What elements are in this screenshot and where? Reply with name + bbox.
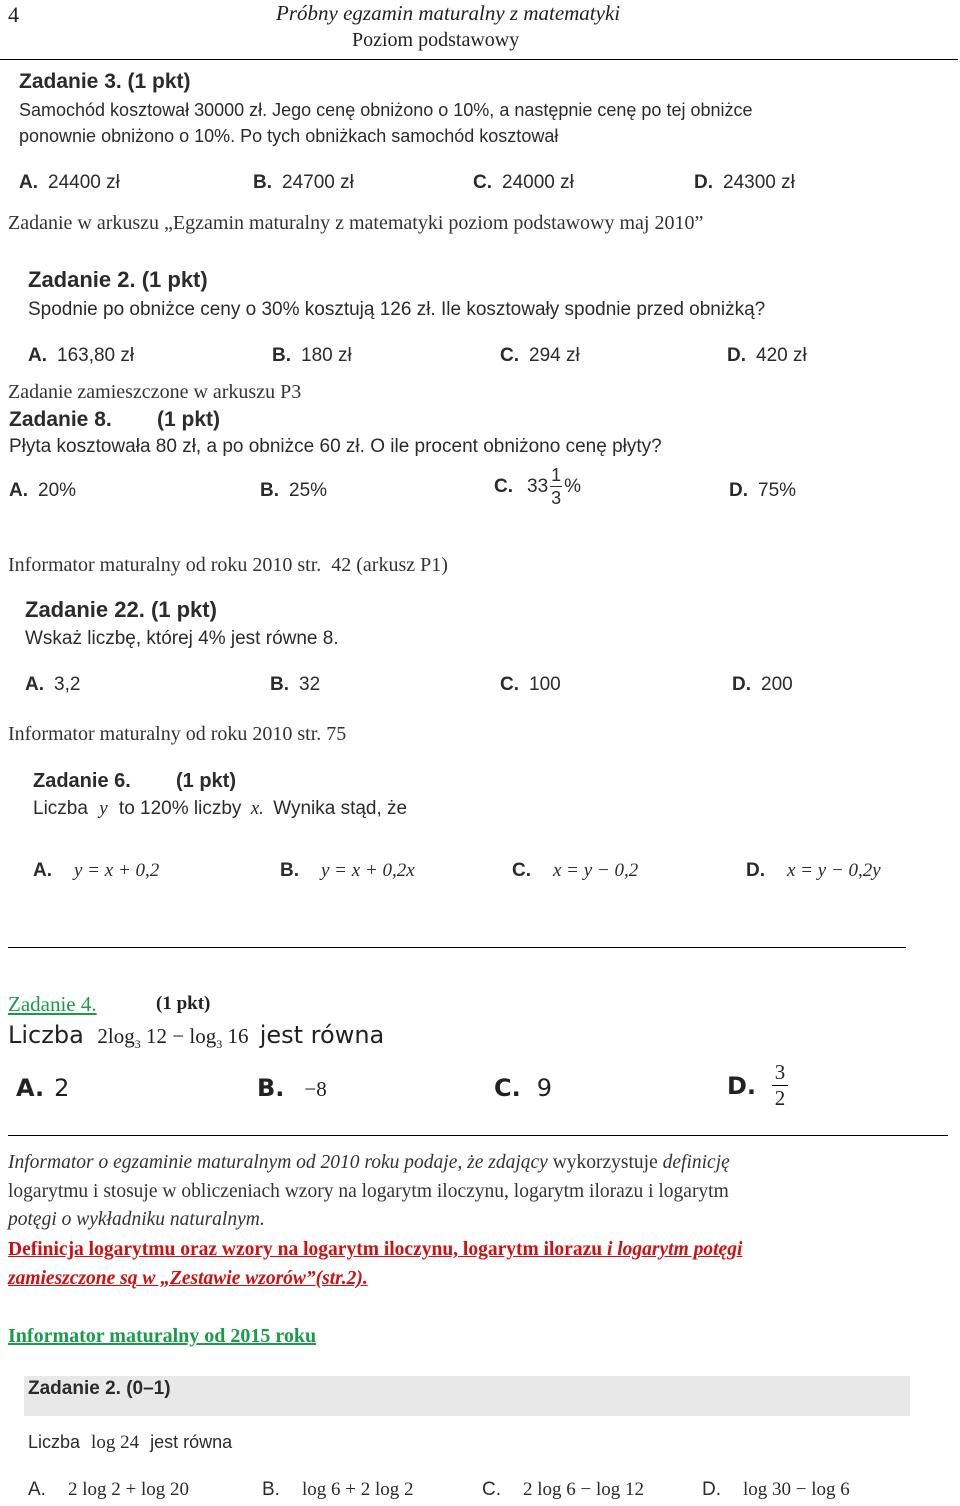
answer-option-d: D. x = y − 0,2y [746,860,881,881]
answer-option-c: C. 24000 zł [473,172,574,193]
task-heading: Zadanie 8. [9,408,112,431]
answer-option-c: C. 9 [494,1074,553,1102]
task-text: Spodnie po obniżce ceny o 30% kosztują 126 zł. Ile kosztowały spodnie przed obniżką? [28,299,766,320]
task-text: Liczba y to 120% liczby x. Wynika stąd, że [33,798,408,819]
answer-option-a: A. 3,2 [25,674,81,695]
answer-option-a: A. 20% [9,480,77,501]
informator-line: logarytmu i stosuje w obliczeniach wzory na logarytm iloczynu, logarytm ilorazu i logarytm [8,1181,729,1202]
answer-option-b: B. y = x + 0,2x [280,860,415,881]
answer-option-d: D. log 30 − log 6 [702,1479,850,1500]
source-caption: Zadanie w arkuszu „Egzamin maturalny z matematyki poziom podstawowy maj 2010” [8,212,704,234]
source-caption: Informator maturalny od roku 2010 str. 75 [8,723,347,745]
task-text: Liczba $2\log_3$ $12 - \log_3 16$ jest równa [8,1021,385,1051]
header-rule [0,59,958,60]
task-text: Samochód kosztował 30000 zł. Jego cenę obniżono o 10%, a następnie cenę po tej obniżce [19,100,753,120]
answer-option-a: A. 163,80 zł [28,345,135,366]
task-text: Liczba log 24 jest równa [28,1432,233,1453]
answer-option-c: C. 33 $\frac{1}{3}$ % [494,465,582,508]
header-title: Próbny egzamin maturalny z matematyki [276,1,621,25]
red-note: Definicja logarytmu oraz wzory na logarytm iloczynu, logarytm ilorazu i logarytm potęgi [8,1239,743,1260]
task-heading: Zadanie 6. [33,770,131,792]
answer-option-a: A. y = x + 0,2 [33,860,160,881]
answer-option-d: D. 75% [729,480,797,501]
informator-line: potęgi o wykładniku naturalnym. [8,1209,265,1230]
task-heading: Zadanie 22. (1 pkt) [25,597,217,622]
task-points: (1 pkt) [176,770,236,792]
fraction: $\frac{1}{3}$ [551,465,562,508]
task-heading: Zadanie 4. [8,992,97,1016]
fraction: $\frac{3}{2}$ [772,1062,788,1109]
header-subtitle: Poziom podstawowy [352,29,520,51]
informator-line: Informator o egzaminie maturalnym od 2010 roku podaje, że zdający wykorzystuje definicję [8,1152,730,1173]
red-note: zamieszczone są w „Zestawie wzorów”(str.2). [8,1268,368,1289]
task-points: (1 pkt) [157,408,220,431]
answer-option-d: D. 420 zł [727,345,807,366]
answer-option-b: B. 24700 zł [253,172,354,193]
answer-option-b: B. 32 [270,674,321,695]
answer-option-a: A. 24400 zł [19,172,120,193]
task-heading: Zadanie 2. (1 pkt) [28,267,208,292]
answer-option-c: C. x = y − 0,2 [512,860,639,881]
task-heading: Zadanie 2. (0–1) [28,1378,171,1399]
answer-option-b: B. 180 zł [272,345,352,366]
answer-option-a: A. 2 [16,1074,70,1102]
page-number: 4 [8,2,19,27]
task-text: Wskaż liczbę, której 4% jest równe 8. [25,628,339,649]
task-text: ponownie obniżono o 10%. Po tych obniżkach samochód kosztował [19,126,559,146]
section-rule [8,947,906,948]
answer-option-b: B. log 6 + 2 log 2 [262,1479,414,1500]
answer-option-c: C. 100 [500,674,561,695]
answer-option-c: C. 2 log 6 − log 12 [482,1479,645,1500]
section-title: Informator maturalny od 2015 roku [8,1325,317,1347]
answer-option-d: D. 24300 zł [694,172,795,193]
task-heading: Zadanie 3. (1 pkt) [19,70,191,93]
answer-option-d: D. 200 [732,674,793,695]
answer-option-b: B. −8 [257,1074,327,1102]
answer-option-c: C. 294 zł [500,345,580,366]
task-points: (1 pkt) [156,993,211,1014]
answer-option-b: B. 25% [260,480,328,501]
source-caption: Informator maturalny od roku 2010 str. 42 (arkusz P1) [8,554,448,576]
log-expression: $2\log_3$ $12 - \log_3 16$ [97,1024,249,1051]
answer-option-a: A. 2 log 2 + log 20 [28,1479,189,1500]
section-rule [8,1135,948,1136]
answer-option-d: D. $\frac{3}{2}$ [727,1062,790,1109]
source-caption: Zadanie zamieszczone w arkuszu P3 [8,381,302,403]
task-text: Płyta kosztowała 80 zł, a po obniżce 60 zł. O ile procent obniżono cenę płyty? [9,436,662,457]
